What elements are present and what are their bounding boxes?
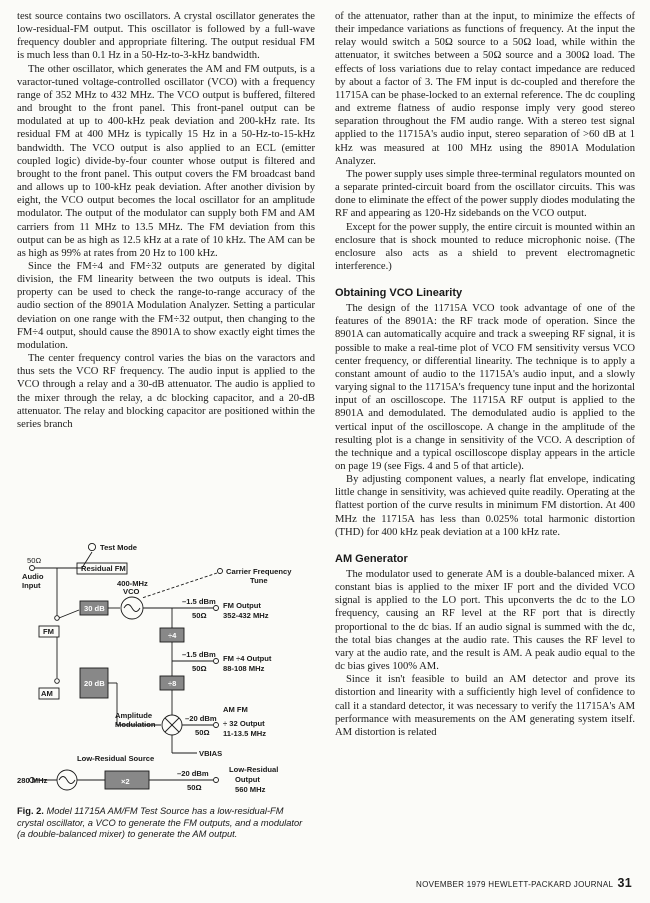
amfm-output-level: –20 dBm: [185, 714, 217, 723]
test-mode-label: Test Mode: [100, 543, 137, 552]
body-paragraph: The other oscillator, which generates the AM and FM outputs, is a varactor-tuned voltage-controlled oscillator (VCO) with a frequency range of 352 MHz to 432 MHz. The VCO output is buffered, filtered and brought to the front panel. This front-panel output can be modulated at up to 400-kHz peak deviation and 200-kHz rate. Its residual FM at 400 MHz is typically 15 Hz in a 50-Hz-to-15-kHz bandwidth. The VCO output is also applied to an ECL (emitter coupled logic) divide-by-four counter whose output is filtered and brought to the front panel. This output covers the FM broadcast band and allows up to 100-kHz peak deviation. After another division by eight, the VCO output becomes the local oscillator for an amplitude modulator. The output of the modulator can supply both FM and AM carriers from 11 MHz to 13.5 MHz. The FM deviation from this output can be as high as 12.5 kHz at a rate of 10 kHz. The AM can be as high as 99% at rates from 20 Hz to 100 kHz.: [17, 63, 315, 259]
amfm-output-range: 11-13.5 MHz: [223, 729, 267, 738]
fm4-output-name: FM ÷4 Output: [223, 654, 272, 663]
block-diagram: [17, 538, 317, 803]
body-paragraph: test source contains two oscillators. A crystal oscillator generates the low-residual-FM output. This oscillator is followed by a full-wave frequency doubler and appropriate filtering. The output residual FM is much less than 0.1 Hz in a 50-Hz-to-3-kHz bandwidth.: [17, 11, 315, 62]
body-paragraph: The modulator used to generate AM is a double-balanced mixer. A constant bias is applied to the mixer IF port and the divided VCO signal is applied to the LO port. This upconverts the dc to the LO frequency, causing an RF level at the RF port that is directly proportional to the dc bias. If an audio signal is summed with the dc, the total bias changes at the audio rate. This causes the RF level to vary at the audio rate, and the result is AM. A peak audio equal to the dc bias gives 100% AM.: [335, 568, 635, 673]
vco-label: VCO: [123, 587, 140, 596]
low-residual-level: –20 dBm: [177, 769, 209, 778]
vco-label: 400-MHz: [117, 579, 148, 588]
body-paragraph: Since it isn't feasible to build an AM detector and prove its distortion and linearity with a sufficiently high level of confidence to call it a standard detector, it was necessary to verify the 11715A's AM performance with measurements on the AM generating system itself. AM distortion is related: [335, 674, 635, 738]
body-paragraph: The center frequency control varies the bias on the varactors and thus sets the VCO RF frequency. The audio input is applied to the VCO through a relay and a 30-dB attenuator. The audio is applied to the mixer through the relay, a dc blocking capacitor, and a 20-dB attenuator. The relay and blocking capacitor are positioned within the series branch: [17, 353, 315, 430]
residual-fm-label: Residual FM: [81, 564, 126, 573]
figure-caption: [17, 806, 312, 841]
fm4-output-ohm: 50Ω: [192, 664, 207, 673]
fm-output-range: 352-432 MHz: [223, 611, 269, 620]
right-column: [335, 10, 635, 739]
amfm-output-name: AM FM: [223, 705, 248, 714]
vbias-label: VBIAS: [199, 749, 223, 758]
audio-input-label: Input: [22, 581, 41, 590]
am-modulation-label: Modulation: [115, 720, 156, 729]
section-heading: Obtaining VCO Linearity: [335, 287, 463, 300]
test-mode-switch-icon: [88, 543, 95, 550]
body-paragraph: By adjusting component values, a nearly flat envelope, indicating little change in sensitivity, was achieved quite readily. Operating at the flattest portion of the curve results in minimum FM distortion. At 400 MHz the 11715A has less than 0.025% total harmonic distortion (THD) for 400 kHz peak deviation at a 100 kHz rate.: [335, 474, 635, 538]
am-switch-label: AM: [41, 689, 53, 698]
body-paragraph: Since the FM÷4 and FM÷32 outputs are generated by digital division, the FM linearity between the two outputs is ideal. This property can be used to check the range-to-range accuracy of the audio section of the 8901A Modulation Analyzer. Setting a particular deviation on one range with the FM÷32 output, then changing to the FM÷4 output, should cause the 8901A to show exactly eight times the modulation.: [17, 260, 315, 351]
page-number: 31: [617, 876, 632, 890]
carrier-tune-label: Tune: [250, 576, 268, 585]
atten-20-label: 20 dB: [84, 679, 105, 688]
oscillator-frequency: 280 MHz: [17, 776, 48, 785]
doubler-label: ×2: [121, 777, 130, 786]
low-residual-output-name: Output: [235, 775, 260, 784]
fm4-output-range: 88-108 MHz: [223, 664, 265, 673]
fm-switch-label: FM: [43, 627, 54, 636]
section-heading: AM Generator: [335, 552, 408, 565]
low-residual-output-range: 560 MHz: [235, 785, 266, 794]
audio-input-label: Audio: [22, 572, 44, 581]
fm-output-ohm: 50Ω: [192, 611, 207, 620]
body-paragraph: Except for the power supply, the entire circuit is mounted within an enclosure that is shock mounted to reduce microphonic noise. (The enclosure also acts as a shield to prevent electromagnetic interference.): [335, 221, 635, 272]
journal-name: NOVEMBER 1979 HEWLETT-PACKARD JOURNAL: [416, 880, 613, 889]
caption-label: Fig. 2.: [17, 806, 44, 816]
page-footer: [416, 876, 632, 890]
audio-input-jack-icon: [30, 566, 35, 571]
body-paragraph: of the attenuator, rather than at the input, to minimize the effects of their impedance variations as functions of frequency. At the input the relay would switch a 50Ω source to a 50Ω load, while within the attenuator, it switches between a 50Ω source and a 300Ω load. The effects of loss variations due to relay contact impedance are reduced by about a factor of 3. The FM input is dc-coupled and therefore the 11715A can be phase-locked to an external reference. The dc coupling and extreme flatness of audio response imply very good stereo separation throughout the FM audio range. With a stereo test signal applied to the 11715A's audio input, stereo separation of >60 dB at 1 kHz was measured at 100 MHz using the 8901A Modulation Analyzer.: [335, 11, 635, 167]
am-modulation-label: Amplitude: [115, 711, 153, 720]
fm-output-name: FM Output: [223, 601, 261, 610]
atten-30-label: 30 dB: [84, 604, 105, 613]
low-residual-ohm: 50Ω: [187, 783, 202, 792]
caption-text: Model 11715A AM/FM Test Source has a low-residual-FM crystal oscillator, a VCO to generate the FM outputs, and a modulator (a double-balanced mixer) to generate the AM output.: [17, 806, 303, 840]
low-residual-source-label: Low-Residual Source: [77, 754, 155, 763]
divide-4-label: ÷4: [168, 631, 177, 640]
source-ohm-label: 50Ω: [27, 556, 42, 565]
body-paragraph: The design of the 11715A VCO took advantage of one of the features of the 8901A: the RF track mode of operation. Since the 8901A can automatically acquire and track a sweeping RF signal, it is possible to make a real-time plot of VCO FM sensitivity versus VCO center frequency, or differential linearity. The technique is to apply a constant amount of audio to the 11715A's audio input, and a slowly varying signal to the 11715A's frequency tune input and the horizontal input of an oscilloscope. The 11715A RF output is applied to the 8901A and demodulated. The demodulated audio is applied to the vertical input of the oscilloscope. A change in the amplitude of the resulting plot is a change in sensitivity of the VCO. A description of the technique and a typical oscilloscope display appears in the article on page 19 (see Figs. 4 and 5 of that article).: [335, 303, 635, 472]
fm-output-level: –1.5 dBm: [182, 597, 216, 606]
divide-8-label: ÷8: [168, 679, 177, 688]
carrier-tune-label: Carrier Frequency: [226, 567, 292, 576]
amfm-output-ohm: 50Ω: [195, 728, 210, 737]
body-paragraph: The power supply uses simple three-terminal regulators mounted on a separate printed-circuit board from the oscillator circuits. This was done to eliminate the effect of the power supply diodes modulating the RF and appearing as 120-Hz sidebands on the VCO output.: [335, 168, 635, 220]
amfm-output-name: ÷ 32 Output: [223, 719, 265, 728]
carrier-tune-jack-icon: [218, 569, 223, 574]
low-residual-output-name: Low-Residual: [229, 765, 279, 774]
fm4-output-level: –1.5 dBm: [182, 650, 216, 659]
left-column: [17, 10, 315, 431]
